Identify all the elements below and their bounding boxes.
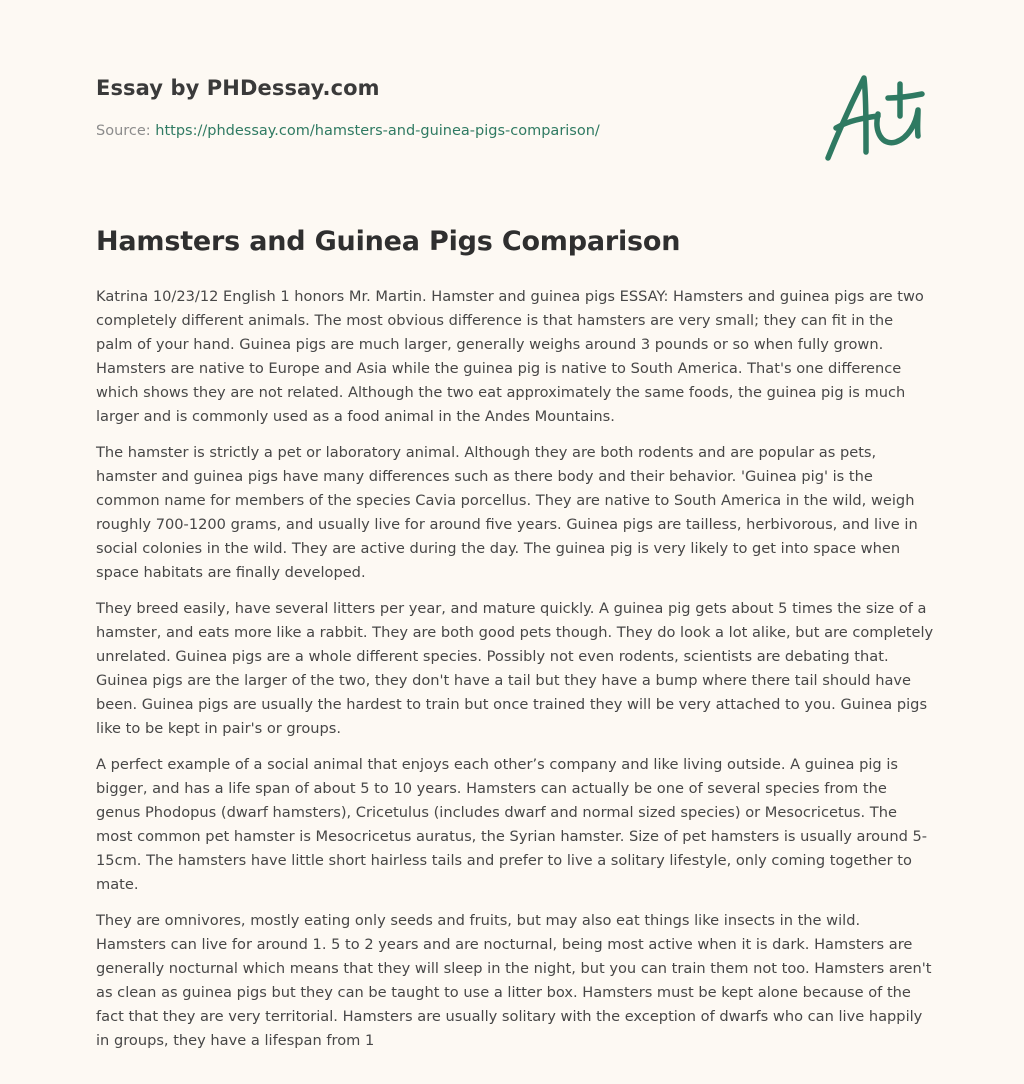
essay-body	[96, 285, 934, 1065]
essay-paragraph: The hamster is strictly a pet or laboratory animal. Although they are both rodents and are popular as pets, hamster and guinea pigs have many differences such as there body and their behavior. 'Guinea pig' is the common name for members of the species Cavia porcellus. They are native to South America in the wild, weigh roughly 700-1200 grams, and usually live for around five years. Guinea pigs are tailless, herbivorous, and live in social colonies in the wild. They are active during the day. The guinea pig is very likely to get into space when space habitats are finally developed.	[96, 444, 918, 581]
essay-paragraph: A perfect example of a social animal that enjoys each other’s company and like living outside. A guinea pig is bigger, and has a life span of about 5 to 10 years. Hamsters can actually be one of several species from the genus Phodopus (dwarf hamsters), Cricetulus (includes dwarf and normal sized species) or Mesocricetus. The most common pet hamster is Mesocricetus auratus, the Syrian hamster. Size of pet hamsters is usually around 5-15cm. The hamsters have little short hairless tails and prefer to live a solitary lifestyle, only coming together to mate.	[96, 756, 928, 893]
essay-paragraph: Katrina 10/23/12 English 1 honors Mr. Martin. Hamster and guinea pigs ESSAY: Hamsters and guinea pigs are two completely different animals. The most obvious difference is that hamsters are very small; they can fit in the palm of your hand. Guinea pigs are much larger, generally weighs around 3 pounds or so when fully grown. Hamsters are native to Europe and Asia while the guinea pig is native to South America. That's one difference which shows they are not related. Although the two eat approximately the same foods, the guinea pig is much larger and is commonly used as a food animal in the Andes Mountains.	[96, 288, 924, 425]
site-title: Essay by PHDessay.com	[96, 76, 380, 100]
a-plus-grade-logo-icon	[818, 66, 930, 166]
essay-paragraph: They breed easily, have several litters per year, and mature quickly. A guinea pig gets about 5 times the size of a hamster, and eats more like a rabbit. They are both good pets though. They do look a lot alike, but are completely unrelated. Guinea pigs are a whole different species. Possibly not even rodents, scientists are debating that. Guinea pigs are the larger of the two, they don't have a tail but they have a bump where there tail should have been. Guinea pigs are usually the hardest to train but once trained they will be very attached to you. Guinea pigs like to be kept in pair's or groups.	[96, 600, 934, 737]
essay-title: Hamsters and Guinea Pigs Comparison	[96, 226, 681, 257]
source-link[interactable]: https://phdessay.com/hamsters-and-guinea-pigs-comparison/	[155, 123, 600, 139]
essay-paragraph: They are omnivores, mostly eating only seeds and fruits, but may also eat things like insects in the wild. Hamsters can live for around 1. 5 to 2 years and are nocturnal, being most active when it is dark. Hamsters are generally nocturnal which means that they will sleep in the night, but you can train them not too. Hamsters aren't as clean as guinea pigs but they can be taught to use a litter box. Hamsters must be kept alone because of the fact that they are very territorial. Hamsters are usually solitary with the exception of dwarfs who can live happily in groups, they have a lifespan from 1	[96, 912, 932, 1049]
source-line	[96, 123, 600, 139]
source-label: Source:	[96, 123, 151, 139]
